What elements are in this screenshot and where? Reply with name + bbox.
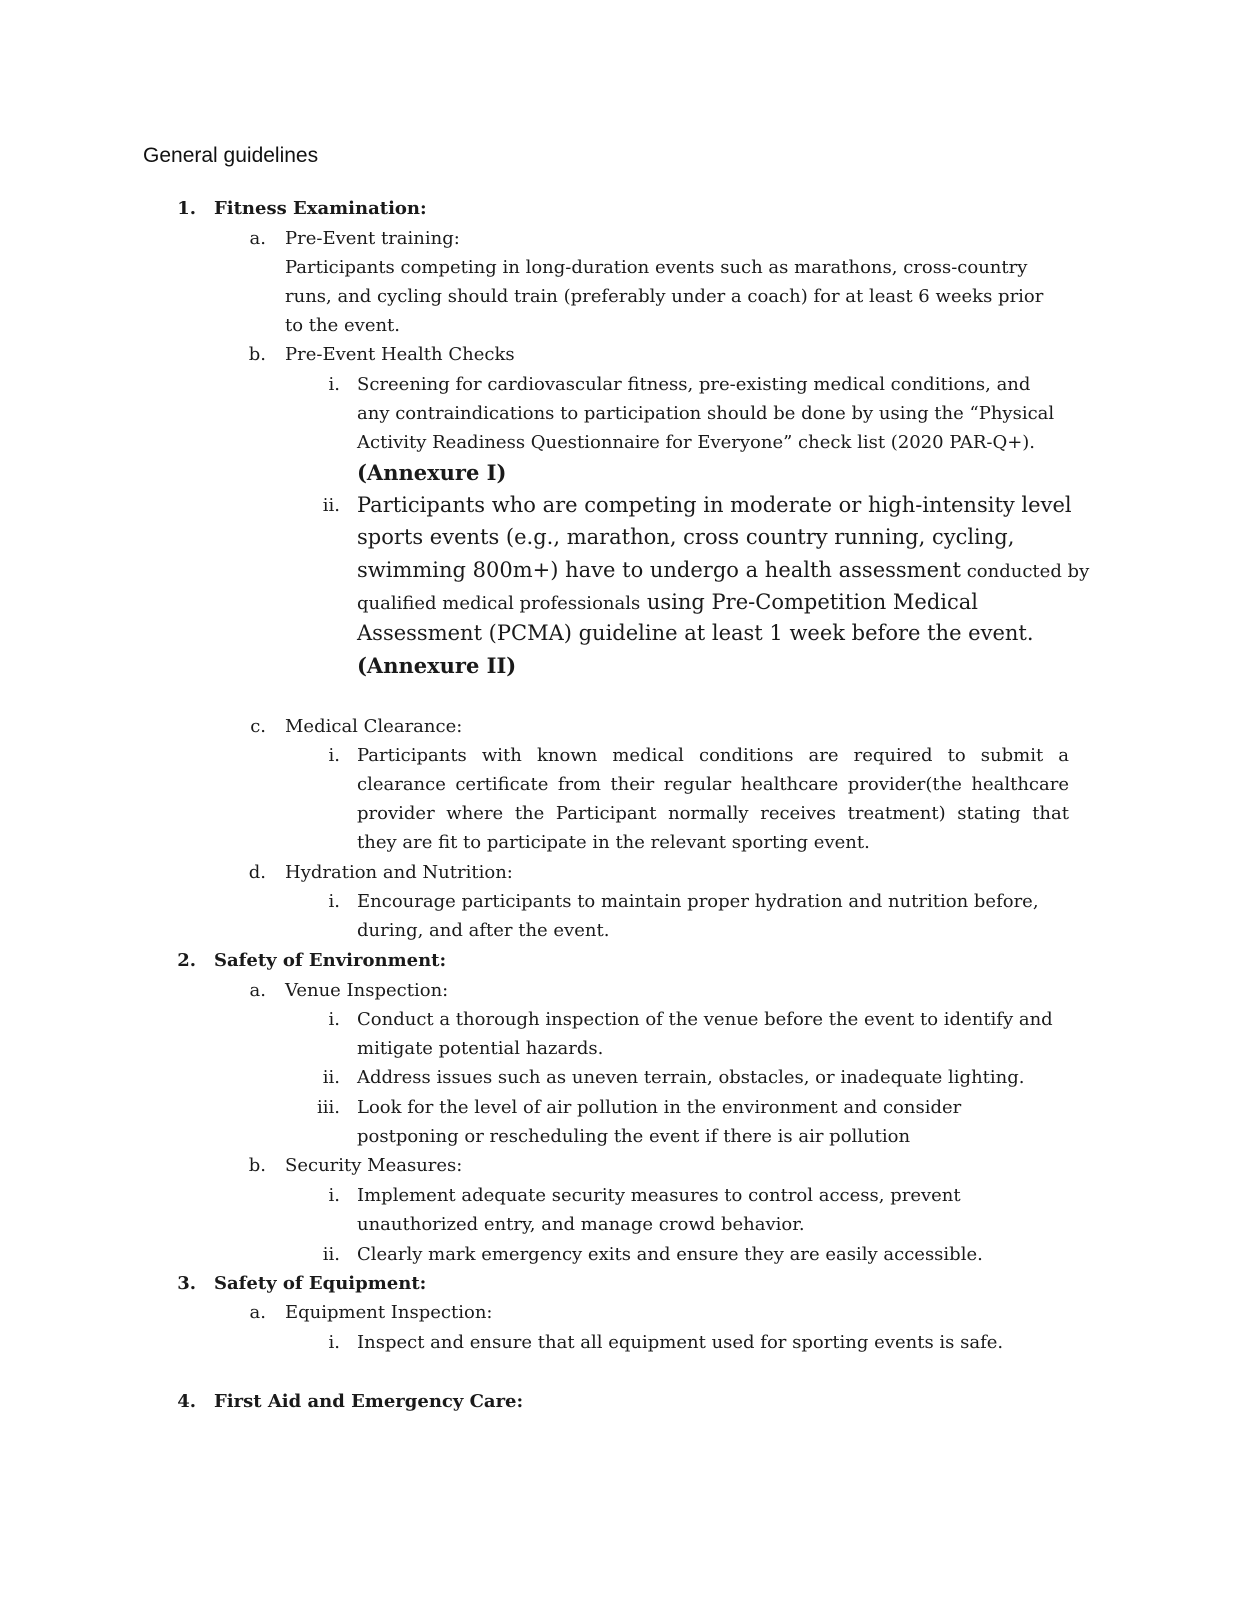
item-letter: b.: [248, 1155, 266, 1176]
item-heading: Security Measures:: [285, 1155, 463, 1176]
item-heading: Equipment Inspection:: [285, 1302, 493, 1323]
subitem-line: sports events (e.g., marathon, cross country running, cycling,: [357, 525, 1015, 549]
page-title: General guidelines: [143, 144, 319, 167]
subitem-line: Inspect and ensure that all equipment used for sporting events is safe.: [357, 1332, 1004, 1353]
subitem-line: postponing or rescheduling the event if there is air pollution: [357, 1126, 911, 1147]
subitem-line: unauthorized entry, and manage crowd behavior.: [357, 1214, 805, 1235]
subitem-line: Participants with known medical conditions are required to submit a: [357, 745, 1069, 766]
subitem-line: Screening for cardiovascular fitness, pre-existing medical conditions, and: [357, 374, 1031, 395]
item-heading: Venue Inspection:: [285, 980, 449, 1001]
item-letter: a.: [249, 980, 266, 1001]
subitem-line: any contraindications to participation should be done by using the “Physical: [357, 403, 1055, 424]
item-body-line: to the event.: [285, 315, 401, 336]
subitem-roman: i.: [328, 745, 340, 766]
item-body-line: runs, and cycling should train (preferably under a coach) for at least 6 weeks prior: [285, 286, 1044, 307]
subitem-line: mitigate potential hazards.: [357, 1038, 604, 1059]
subitem-text-large: using Pre-Competition Medical: [640, 590, 978, 614]
item-heading: Medical Clearance:: [285, 716, 463, 737]
subitem-line: Encourage participants to maintain proper hydration and nutrition before,: [357, 891, 1039, 912]
annexure-reference: (Annexure I): [357, 460, 507, 485]
subitem-line: clearance certificate from their regular healthcare provider(the healthcare: [357, 774, 1069, 795]
subitem-line: Participants who are competing in moderate or high-intensity level: [357, 493, 1072, 517]
section-number: 3.: [177, 1273, 196, 1294]
subitem-line: during, and after the event.: [357, 920, 610, 941]
item-letter: c.: [250, 716, 266, 737]
item-heading: Pre-Event training:: [285, 228, 460, 249]
item-letter: d.: [248, 862, 266, 883]
subitem-line: [357, 556, 1089, 584]
section-number: 1.: [177, 198, 196, 219]
item-body-line: Participants competing in long-duration events such as marathons, cross-country: [285, 257, 1028, 278]
subitem-line: Implement adequate security measures to control access, prevent: [357, 1185, 961, 1206]
subitem-roman: i.: [328, 1009, 340, 1030]
item-letter: b.: [248, 344, 266, 365]
subitem-roman: i.: [328, 374, 340, 395]
section-number: 4.: [177, 1391, 196, 1412]
subitem-line: they are fit to participate in the relevant sporting event.: [357, 832, 870, 853]
subitem-roman: iii.: [317, 1097, 340, 1118]
subitem-line: Address issues such as uneven terrain, obstacles, or inadequate lighting.: [357, 1067, 1025, 1088]
item-heading: Pre-Event Health Checks: [285, 344, 515, 365]
subitem-text-large: swimming 800m+) have to undergo a health assessment: [357, 558, 961, 582]
subitem-line: Look for the level of air pollution in the environment and consider: [357, 1097, 962, 1118]
subitem-line: provider where the Participant normally receives treatment) stating that: [357, 803, 1069, 824]
subitem-line: [357, 588, 978, 616]
subitem-roman: i.: [328, 1332, 340, 1353]
section-number: 2.: [177, 950, 196, 971]
section-heading: Safety of Environment:: [214, 950, 447, 971]
annexure-reference: (Annexure II): [357, 653, 517, 678]
subitem-roman: ii.: [322, 495, 340, 516]
section-heading: First Aid and Emergency Care:: [214, 1391, 524, 1412]
subitem-text-small: conducted by: [961, 561, 1090, 582]
section-heading: Safety of Equipment:: [214, 1273, 427, 1294]
subitem-roman: ii.: [322, 1244, 340, 1265]
subitem-line: Activity Readiness Questionnaire for Everyone” check list (2020 PAR-Q+).: [357, 432, 1036, 453]
subitem-line: Conduct a thorough inspection of the venue before the event to identify and: [357, 1009, 1053, 1030]
section-heading: Fitness Examination:: [214, 198, 427, 219]
subitem-line: Assessment (PCMA) guideline at least 1 week before the event.: [357, 621, 1034, 645]
subitem-roman: ii.: [322, 1067, 340, 1088]
item-heading: Hydration and Nutrition:: [285, 862, 513, 883]
subitem-roman: i.: [328, 891, 340, 912]
subitem-roman: i.: [328, 1185, 340, 1206]
item-letter: a.: [249, 228, 266, 249]
subitem-text-small: qualified medical professionals: [357, 593, 641, 614]
subitem-line: Clearly mark emergency exits and ensure they are easily accessible.: [357, 1244, 983, 1265]
item-letter: a.: [249, 1302, 266, 1323]
